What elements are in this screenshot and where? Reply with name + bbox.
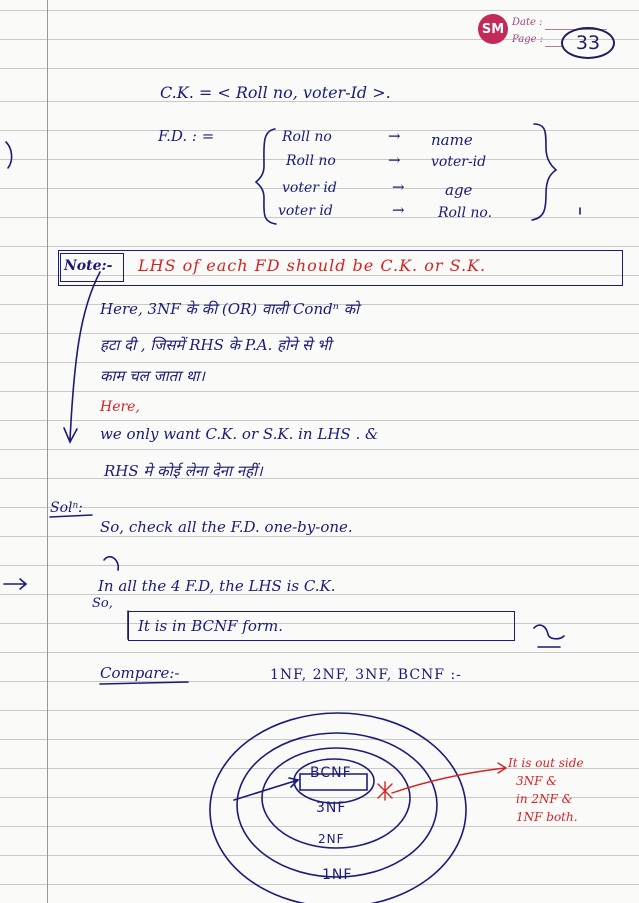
ring-label-2nf: 2NF: [318, 832, 345, 846]
red-note-2: 3NF &: [516, 774, 557, 788]
candidate-key-line: C.K. = < Roll no, voter-Id >.: [160, 83, 391, 102]
compare-label: Compare:-: [100, 664, 180, 682]
so-label: So,: [92, 596, 113, 611]
star-mark: [378, 782, 392, 800]
solution-label: Solⁿ:: [50, 500, 83, 516]
red-note-4: 1NF both.: [516, 810, 578, 824]
fd-label: F.D. : =: [158, 127, 215, 145]
ring-1nf: [210, 713, 466, 903]
margin-arrow: [4, 579, 26, 589]
tick-mark: [534, 625, 564, 647]
sol-underline: [50, 515, 92, 517]
note-arrow-line: [70, 272, 100, 440]
red-note-3: in 2NF &: [516, 792, 573, 806]
fd-arrow-4: →: [392, 201, 405, 219]
bcnf-conclusion: It is in BCNF form.: [138, 617, 284, 635]
fd-arrow-1: →: [388, 127, 401, 145]
page-label: Page :: [512, 34, 544, 45]
fd-rhs-4: Roll no.: [438, 205, 493, 221]
curl-mark: [104, 557, 118, 570]
notebook-logo: SM: [478, 14, 508, 44]
fd-arrow-2: →: [388, 151, 401, 169]
fd-arrow-3: →: [392, 178, 405, 196]
ring-label-bcnf: BCNF: [310, 765, 352, 781]
red-note-1: It is out side: [508, 756, 584, 770]
date-label: Date :: [512, 17, 543, 28]
here-label: Here,: [100, 399, 140, 415]
fd-rhs-2: voter-id: [431, 154, 487, 170]
ring-bcnf: [294, 759, 374, 803]
hindi-line-2: हटा दी , जिसमें RHS के P.A. होने से भी: [100, 336, 332, 354]
ring-label-3nf: 3NF: [316, 800, 347, 816]
check-line: So, check all the F.D. one-by-one.: [100, 518, 353, 536]
compare-text: 1NF, 2NF, 3NF, BCNF :-: [270, 667, 462, 683]
fd-right-brace: [532, 124, 556, 220]
ring-2nf: [237, 733, 437, 877]
fd-lhs-2: Roll no: [286, 153, 336, 169]
page-number: 33: [561, 27, 615, 59]
compare-underline: [100, 682, 188, 684]
ring-3nf: [262, 748, 410, 848]
fd-lhs-4: voter id: [278, 203, 333, 219]
fd-rhs-3: age: [445, 181, 473, 199]
note-text: LHS of each FD should be C.K. or S.K.: [138, 256, 487, 275]
ring-label-1nf: 1NF: [322, 867, 353, 883]
want-ck-line: we only want C.K. or S.K. in LHS . &: [100, 425, 379, 443]
all-fd-line: In all the 4 F.D, the LHS is C.K.: [98, 577, 336, 595]
hindi-line-3: काम चल जाता था।: [100, 367, 205, 385]
fd-lhs-3: voter id: [282, 180, 337, 196]
note-label: Note:-: [64, 258, 113, 274]
fd-left-brace: [256, 129, 276, 224]
fd-lhs-1: Roll no: [282, 129, 332, 145]
rhs-line: RHS मे कोई लेना देना नहीं।: [104, 462, 263, 480]
bcnf-label-box: [300, 774, 367, 790]
here-line-1: Here, 3NF के की (OR) वाली Condⁿ को: [100, 300, 359, 318]
fd-rhs-1: name: [431, 131, 473, 149]
margin-bracket: [6, 142, 12, 168]
